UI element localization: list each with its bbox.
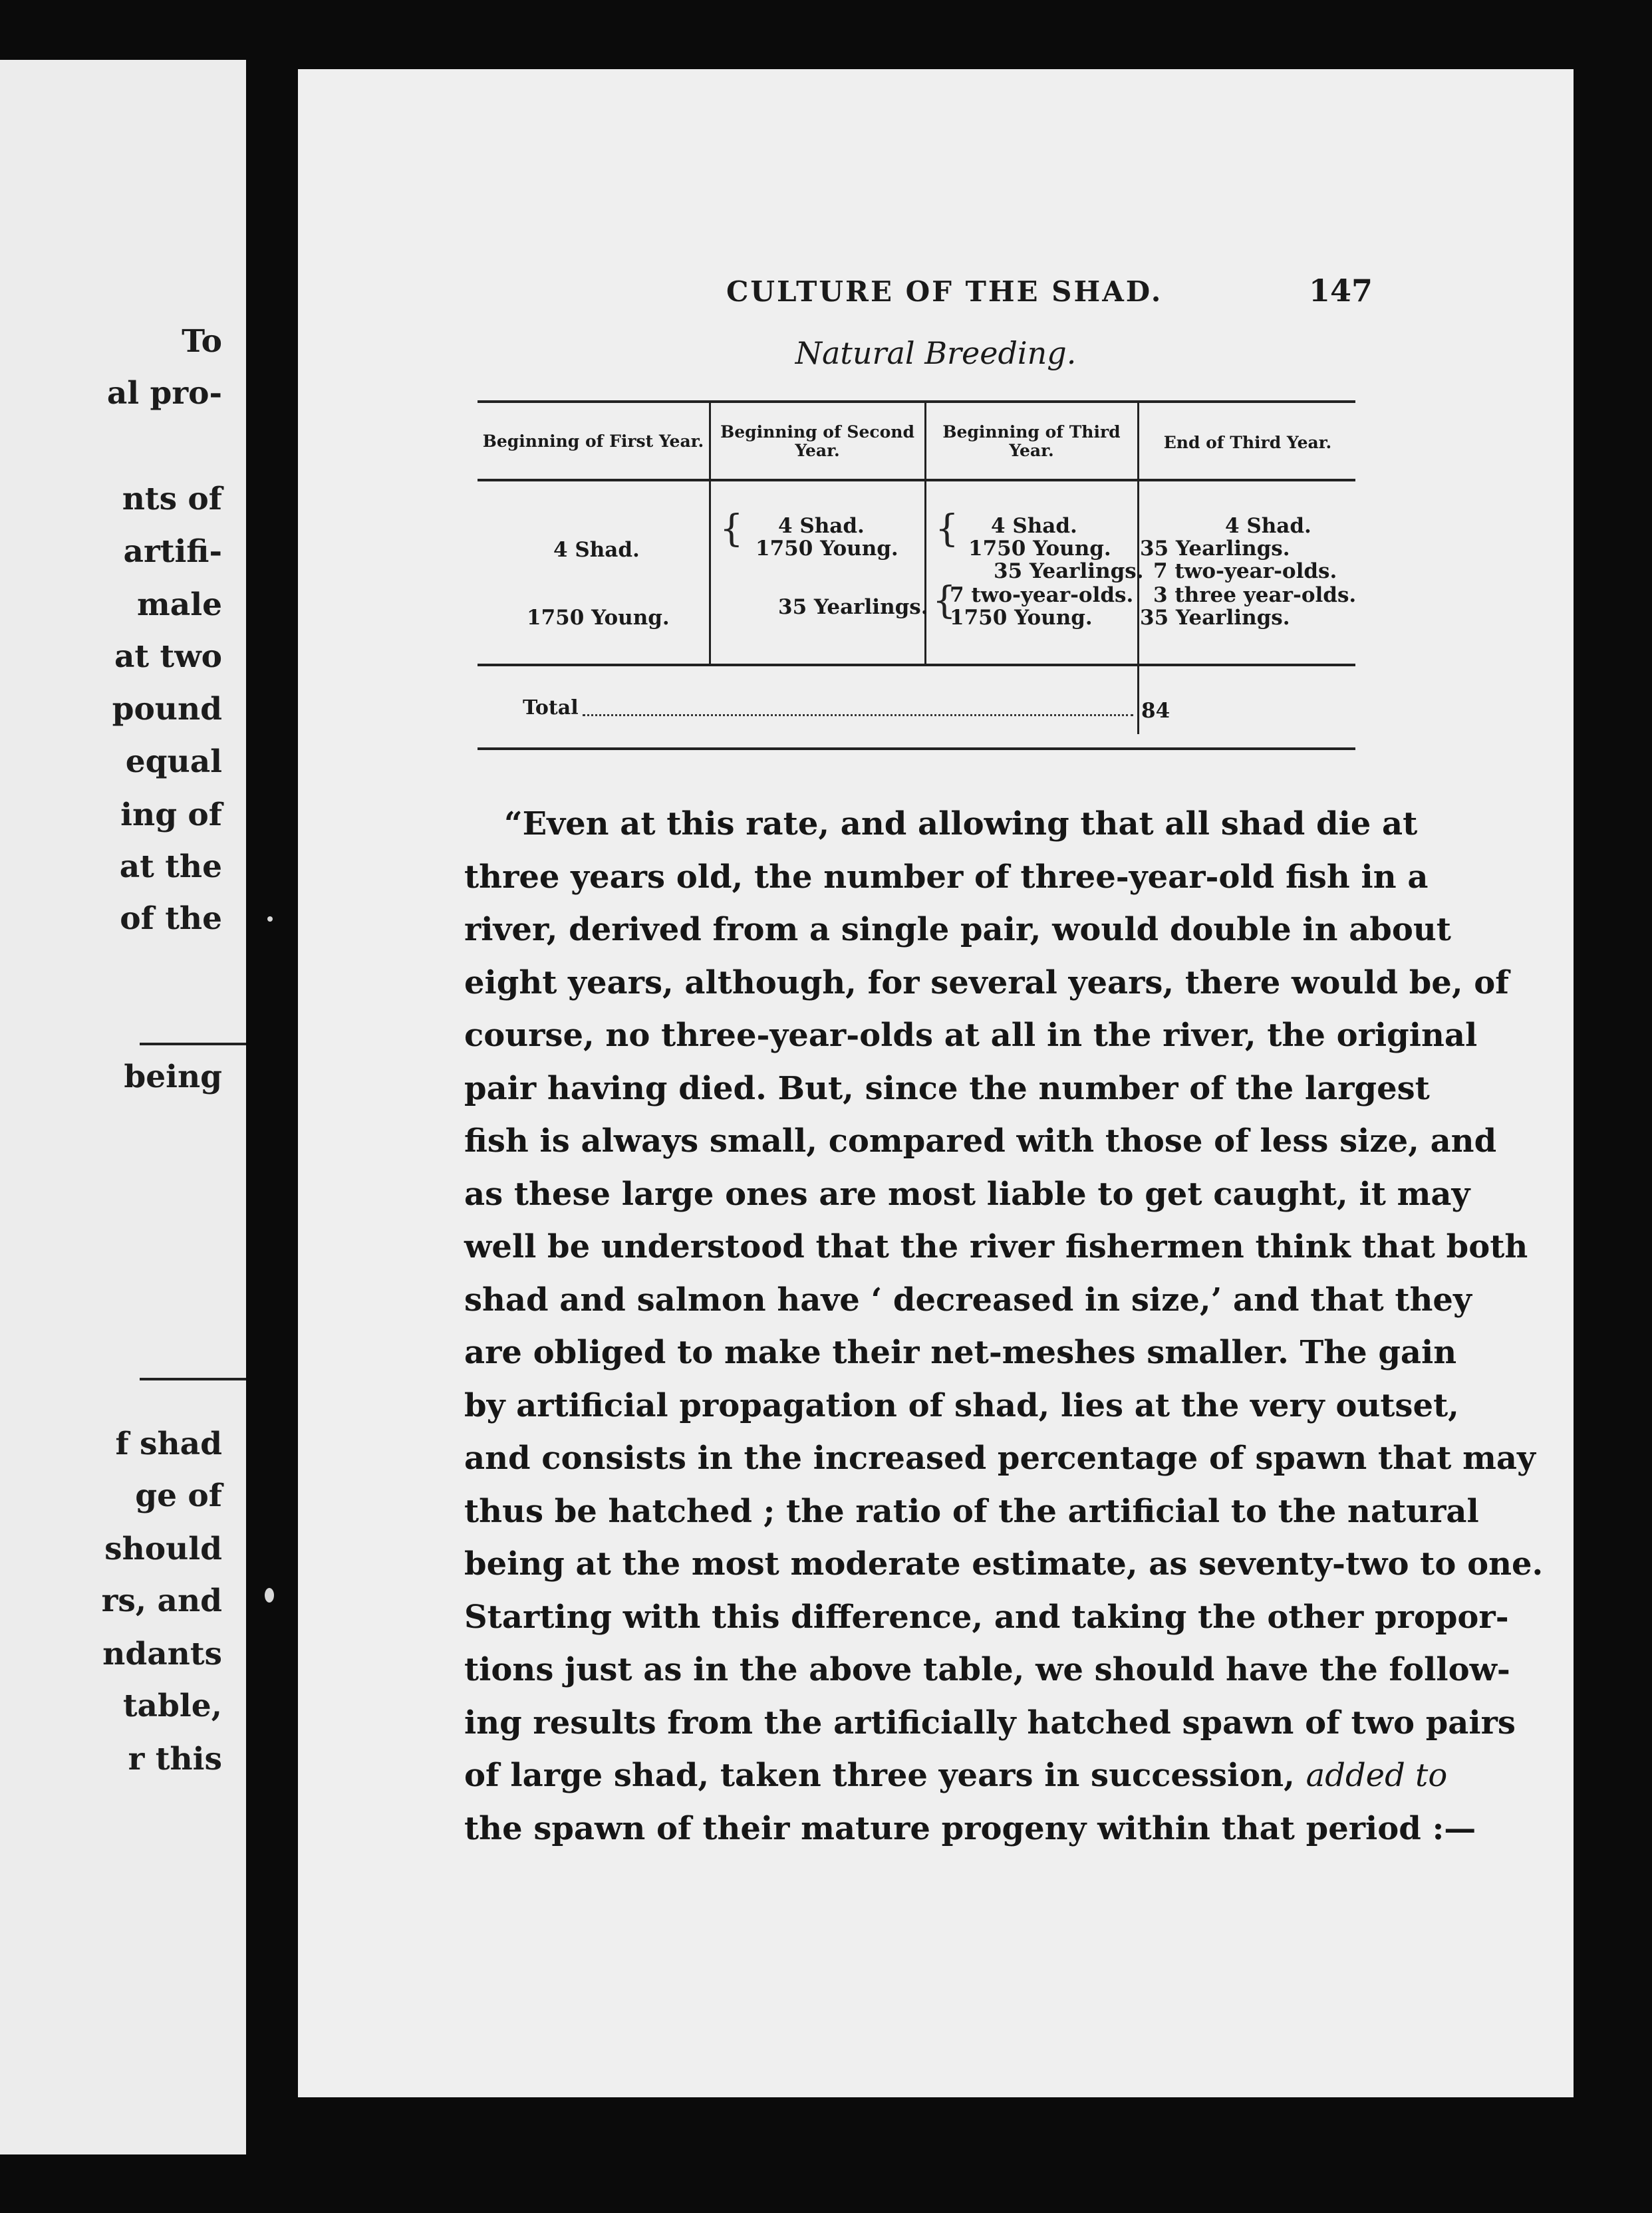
table-cell: 1750 Young.: [968, 537, 1111, 561]
left-page-line: table,: [122, 1688, 222, 1724]
table-brace: {: [935, 507, 959, 551]
text-line: ing results from the artificially hatched spawn of two pairs: [464, 1704, 1516, 1742]
table-header-col4: End of Third Year.: [1163, 433, 1332, 452]
left-page-line: of the: [120, 900, 222, 937]
left-page-rule: [140, 1043, 246, 1045]
binding-hole-mark: [267, 916, 273, 922]
table-cell: 35 Yearlings.: [1140, 606, 1290, 630]
table-cell: 7 two-year-olds.: [1153, 559, 1337, 583]
table-column-divider: [709, 402, 711, 664]
table-header-col1: Beginning of First Year.: [482, 432, 704, 451]
table-cell: 4 Shad.: [991, 514, 1077, 538]
left-page-line: male: [137, 586, 222, 623]
left-page-line: ndants: [102, 1636, 222, 1672]
left-page-line: To: [182, 323, 222, 360]
left-page-line: al pro-: [106, 375, 222, 412]
table-cell: 4 Shad.: [553, 538, 640, 562]
left-page-line: should: [104, 1531, 222, 1567]
left-page-line: ing of: [120, 797, 222, 833]
left-page-line: being: [124, 1059, 222, 1095]
text-line: thus be hatched ; the ratio of the artificial to the natural: [464, 1492, 1479, 1530]
table-body-rule: [478, 664, 1355, 666]
running-head: CULTURE OF THE SHAD.: [726, 275, 1163, 308]
text-line: Starting with this difference, and taking the other propor-: [464, 1598, 1509, 1636]
left-page-line: f shad: [115, 1426, 222, 1462]
table-brace: {: [720, 507, 744, 551]
text-line: being at the most moderate estimate, as seventy-two to one.: [464, 1545, 1544, 1583]
text-line: by artificial propagation of shad, lies at the very outset,: [464, 1386, 1459, 1424]
book-page: [298, 69, 1574, 2097]
table-header-col3: Beginning of Third Year.: [942, 422, 1121, 460]
page-number: 147: [1309, 273, 1373, 309]
table-cell: 7 two-year-olds.: [950, 583, 1134, 607]
text-line: eight years, although, for several years, there would be, of: [464, 964, 1509, 1001]
left-page-line: nts of: [122, 481, 222, 517]
left-page-line: at the: [119, 848, 222, 885]
left-page-rule: [140, 1378, 246, 1380]
text-line: shad and salmon have ‘ decreased in size,’ and that they: [464, 1281, 1472, 1319]
text-line: [464, 1750, 1448, 1803]
left-page-line: at two: [114, 638, 222, 675]
table-total-value: 84: [1141, 699, 1170, 723]
body-text: [464, 798, 1544, 1855]
text-line-part: of large shad, taken three years in succession,: [464, 1757, 1295, 1794]
text-line: pair having died. But, since the number of the largest: [464, 1069, 1430, 1107]
italic-phrase: added to: [1306, 1757, 1448, 1794]
table-cell: 35 Yearlings.: [994, 559, 1144, 583]
left-page-line: pound: [112, 691, 222, 727]
text-line: the spawn of their mature progeny within that period :—: [464, 1809, 1476, 1847]
table-total-label: Total: [523, 696, 579, 719]
binding-hole-mark: [265, 1588, 274, 1603]
table-cell: 35 Yearlings.: [1140, 537, 1290, 561]
text-line: three years old, the number of three-year-old fish in a: [464, 858, 1429, 896]
text-line: “Even at this rate, and allowing that all shad die at: [504, 805, 1418, 843]
table-title: Natural Breeding.: [795, 335, 1077, 371]
text-line: course, no three-year-olds at all in the river, the original: [464, 1017, 1478, 1054]
table-cell: 1750 Young.: [756, 537, 898, 561]
left-page-fragment: [0, 60, 246, 2154]
text-line: fish is always small, compared with those of less size, and: [464, 1122, 1497, 1160]
table-cell: 35 Yearlings.: [778, 595, 928, 619]
table-bottom-rule: [478, 747, 1355, 750]
left-page-line: r this: [128, 1741, 222, 1777]
text-line: river, derived from a single pair, would double in about: [464, 911, 1451, 948]
table-header-rule: [478, 479, 1355, 481]
text-line: well be understood that the river fishermen think that both: [464, 1228, 1528, 1265]
text-line: as these large ones are most liable to get caught, it may: [464, 1175, 1470, 1213]
text-line: tions just as in the above table, we should have the follow-: [464, 1651, 1510, 1688]
left-page-line: artifi-: [123, 533, 222, 570]
table-cell: 3 three year-olds.: [1153, 583, 1357, 607]
table-cell: 4 Shad.: [778, 514, 865, 538]
table-cell: 1750 Young.: [950, 606, 1093, 630]
table-cell: 4 Shad.: [1225, 514, 1311, 538]
table-header-col2: Beginning of Second Year.: [720, 422, 914, 460]
text-line: are obliged to make their net-meshes smaller. The gain: [464, 1334, 1457, 1371]
left-page-line: rs, and: [101, 1583, 222, 1619]
table-column-divider: [924, 402, 926, 664]
table-total-leader: [583, 714, 1133, 716]
table-cell: 1750 Young.: [527, 606, 670, 630]
left-page-line: ge of: [135, 1478, 222, 1514]
left-page-line: equal: [125, 743, 222, 780]
table-top-rule: [478, 400, 1355, 403]
table-brace: {: [932, 579, 956, 622]
text-line: and consists in the increased percentage of spawn that may: [464, 1440, 1536, 1477]
